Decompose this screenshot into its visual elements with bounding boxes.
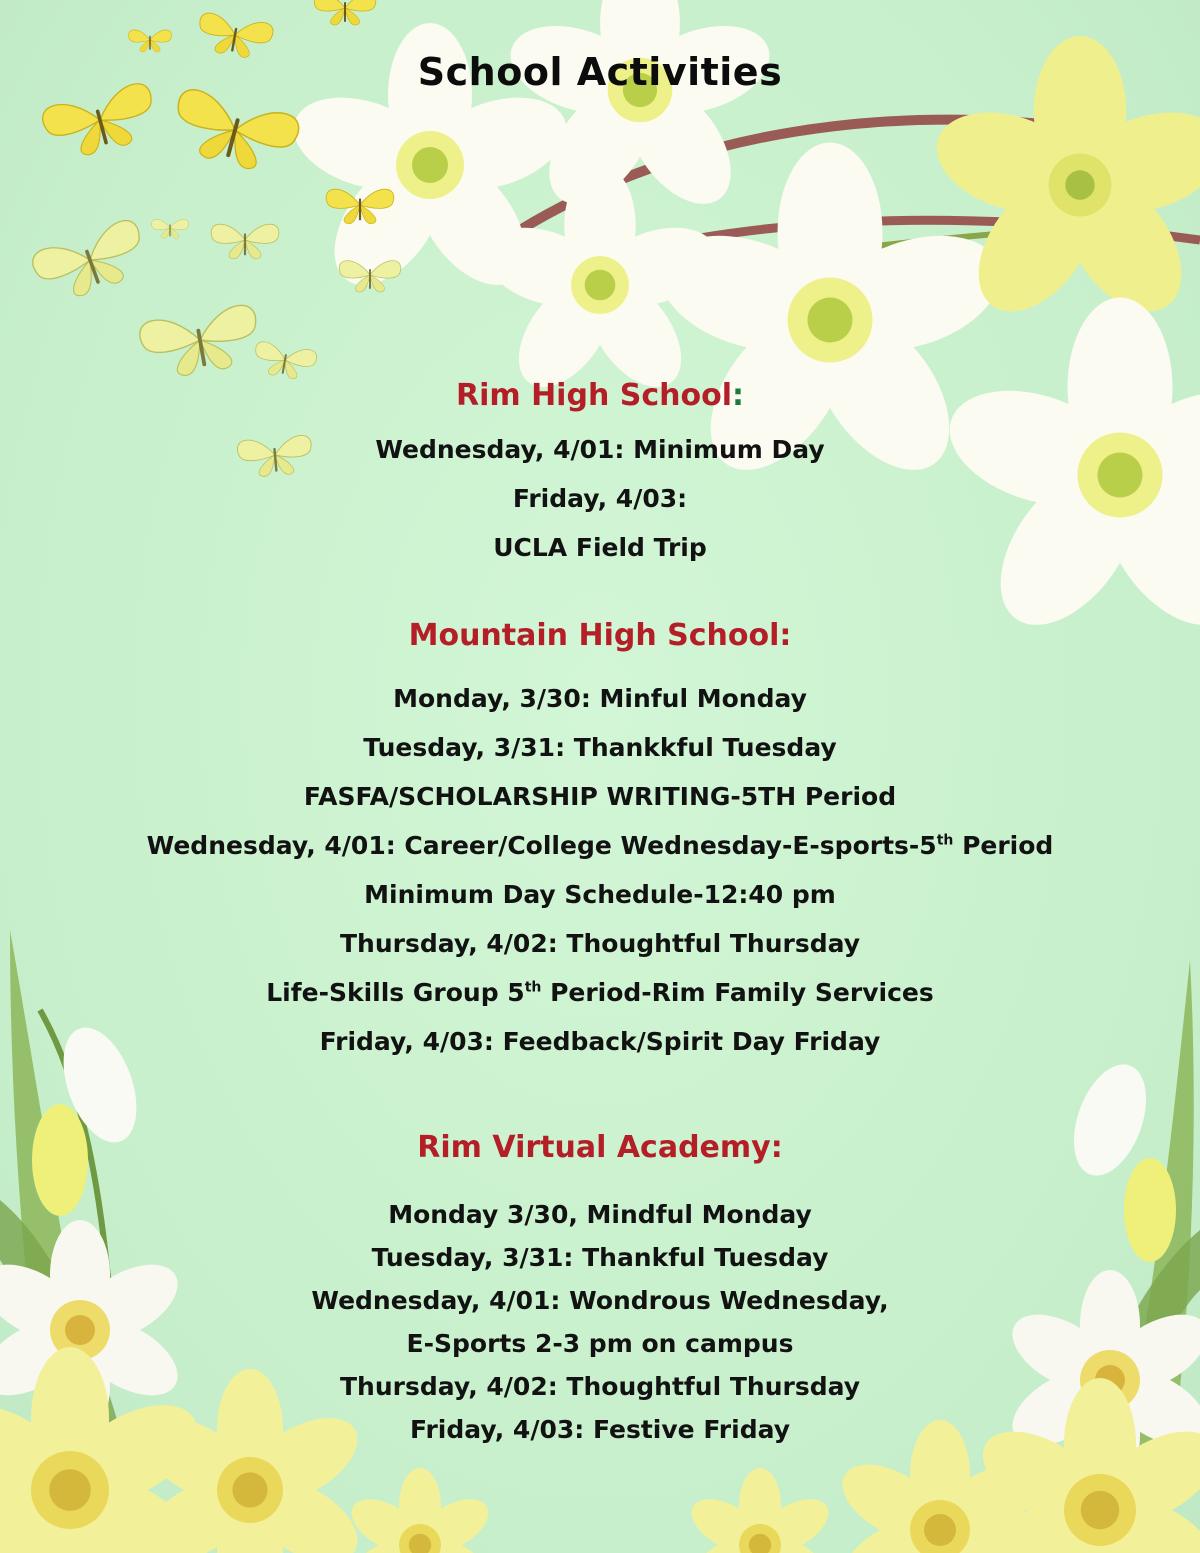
activity-line: E-Sports 2-3 pm on campus — [406, 1329, 794, 1358]
activity-line: UCLA Field Trip — [493, 533, 707, 562]
activity-line: Tuesday, 3/31: Thankful Tuesday — [371, 1243, 829, 1272]
page-title: School Activities — [417, 50, 783, 94]
ordinal-suffix: th — [524, 979, 542, 996]
activity-text: Life-Skills Group 5 — [266, 978, 525, 1007]
activity-line: Monday 3/30, Mindful Monday — [388, 1200, 812, 1229]
activity-line — [0, 978, 1200, 1007]
activity-line: FASFA/SCHOLARSHIP WRITING-5TH Period — [303, 782, 897, 811]
section-heading-rim-high — [0, 378, 1200, 413]
activity-text: Wednesday, 4/01: Career/College Wednesday-E-sports-5 — [146, 831, 937, 860]
activity-line: Thursday, 4/02: Thoughtful Thursday — [340, 929, 860, 958]
activity-line: Tuesday, 3/31: Thankkful Tuesday — [363, 733, 837, 762]
activity-line: Thursday, 4/02: Thoughtful Thursday — [340, 1372, 860, 1401]
section-heading-text: Rim High School — [455, 378, 732, 413]
activity-line: Wednesday, 4/01: Wondrous Wednesday, — [311, 1286, 889, 1315]
activity-line: Minimum Day Schedule-12:40 pm — [364, 880, 836, 909]
activity-line: Friday, 4/03: Festive Friday — [410, 1415, 790, 1444]
activity-text: Period — [953, 831, 1054, 860]
activity-line: Friday, 4/03: — [512, 484, 688, 513]
activity-line: Wednesday, 4/01: Minimum Day — [375, 435, 825, 464]
section-heading-mountain-high: Mountain High School: — [408, 618, 792, 653]
activity-line — [0, 831, 1200, 860]
activity-line: Monday, 3/30: Minful Monday — [393, 684, 807, 713]
activity-line: Friday, 4/03: Feedback/Spirit Day Friday — [319, 1027, 881, 1056]
activity-text: Period-Rim Family Services — [541, 978, 934, 1007]
section-heading-rim-virtual: Rim Virtual Academy: — [417, 1130, 783, 1165]
ordinal-suffix: th — [936, 832, 954, 849]
section-heading-colon: : — [732, 378, 744, 413]
